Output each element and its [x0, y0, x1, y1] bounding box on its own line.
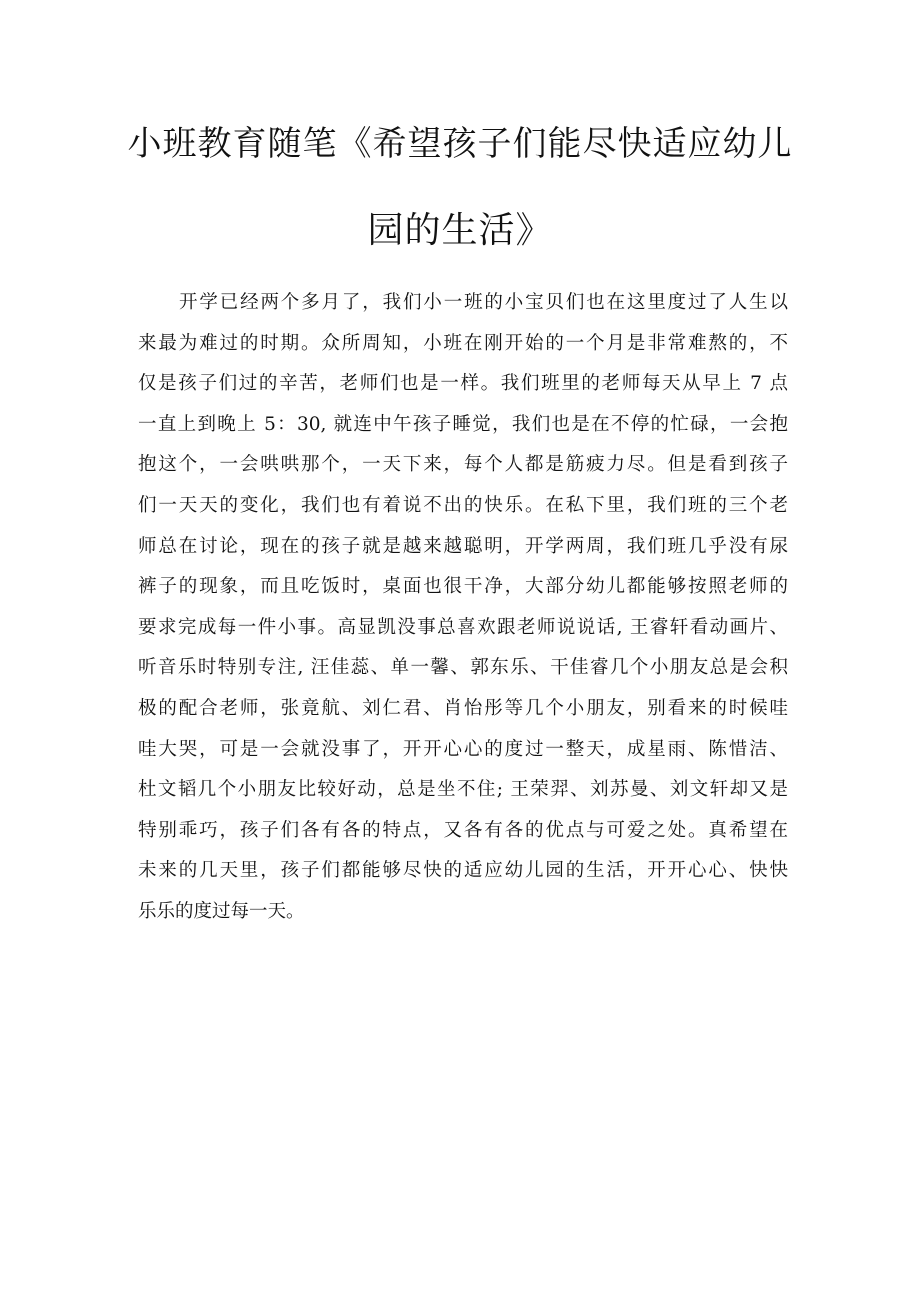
body-line: 仅是孩子们过的辛苦，老师们也是一样。我们班里的老师每天从早上 7 点: [138, 373, 788, 395]
document-title-line-2: 园的生活》: [367, 210, 553, 251]
body-line: 开学已经两个多月了，我们小一班的小宝贝们也在这里度过了人生以: [179, 292, 788, 313]
body-line: 哇大哭，可是一会就没事了，开开心心的度过一整天，成星雨、陈惜洁、: [138, 738, 788, 760]
document-title-line-1: 小班教育随笔《希望孩子们能尽快适应幼儿: [127, 124, 793, 164]
body-line: 师总在讨论，现在的孩子就是越来越聪明，开学两周，我们班几乎没有尿: [138, 535, 788, 557]
body-line: 要求完成每一件小事。高显凯没事总喜欢跟老师说说话, 王睿轩看动画片、: [138, 616, 788, 638]
body-line: 特别乖巧，孩子们各有各的特点，又各有各的优点与可爱之处。真希望在: [138, 819, 788, 841]
body-line: 来最为难过的时期。众所周知，小班在刚开始的一个月是非常难熬的，不: [138, 332, 788, 354]
body-line: 们一天天的变化，我们也有着说不出的快乐。在私下里，我们班的三个老: [138, 494, 788, 516]
body-line: 一直上到晚上 5：30, 就连中午孩子睡觉，我们也是在不停的忙碌，一会抱: [138, 413, 788, 435]
body-line: 抱这个，一会哄哄那个，一天下来，每个人都是筋疲力尽。但是看到孩子: [138, 454, 788, 476]
body-line: 未来的几天里，孩子们都能够尽快的适应幼儿园的生活，开开心心、快快: [138, 860, 788, 882]
body-line: 乐乐的度过每一天。: [138, 900, 305, 922]
body-line: 裤子的现象，而且吃饭时，桌面也很干净，大部分幼儿都能够按照老师的: [138, 576, 788, 598]
document-body: [138, 283, 788, 933]
body-line: 极的配合老师，张竟航、刘仁君、肖怡彤等几个小朋友，别看来的时候哇: [138, 697, 788, 719]
body-line: 杜文韬几个小朋友比较好动，总是坐不住; 王荣羿、刘苏曼、刘文轩却又是: [138, 779, 788, 801]
body-line: 听音乐时特别专注, 汪佳蕊、单一馨、郭东乐、干佳睿几个小朋友总是会积: [138, 657, 788, 679]
